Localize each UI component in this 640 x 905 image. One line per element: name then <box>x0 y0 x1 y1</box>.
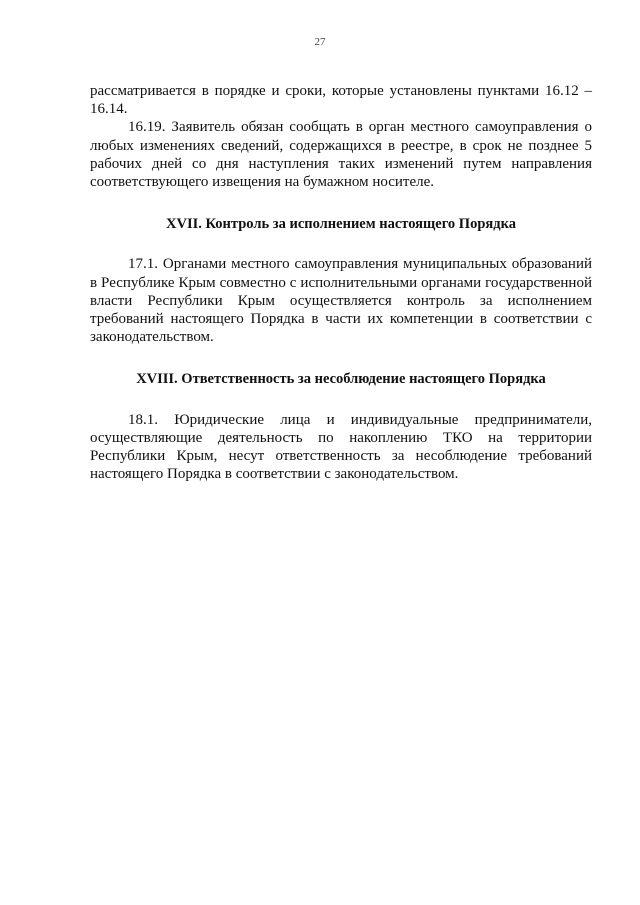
section-heading-xviii: XVIII. Ответственность за несоблюдение настоящего Порядка <box>136 371 546 388</box>
paragraph-18-1: 18.1. Юридические лица и индивидуальные предприниматели, осуществляющие деятельность по накоплению ТКО на территории Республики Крым, несут ответственность за несоблюдение требований настоящего Порядка в соответствии с законодательством. <box>90 411 592 483</box>
page-number: 27 <box>314 36 326 48</box>
section-heading-xvii: XVII. Контроль за исполнением настоящего Порядка <box>166 216 516 233</box>
paragraph-16-19: 16.19. Заявитель обязан сообщать в орган местного самоуправления о любых изменениях сведений, содержащихся в реестре, в срок не позднее 5 рабочих дней со дня наступления таких изменений путем направления соответствующего извещения на бумажном носителе. <box>90 119 592 191</box>
paragraph-continuation: рассматривается в порядке и сроки, которые установлены пунктами 16.12 – 16.14. <box>90 83 592 118</box>
paragraph-17-1: 17.1. Органами местного самоуправления муниципальных образований в Республике Крым совместно с исполнительными органами государственной власти Республики Крым осуществляется контроль за исполнением требований настоящего Порядка в части их компетенции в соответствии с законодательством. <box>90 256 592 346</box>
document-body <box>90 82 592 483</box>
